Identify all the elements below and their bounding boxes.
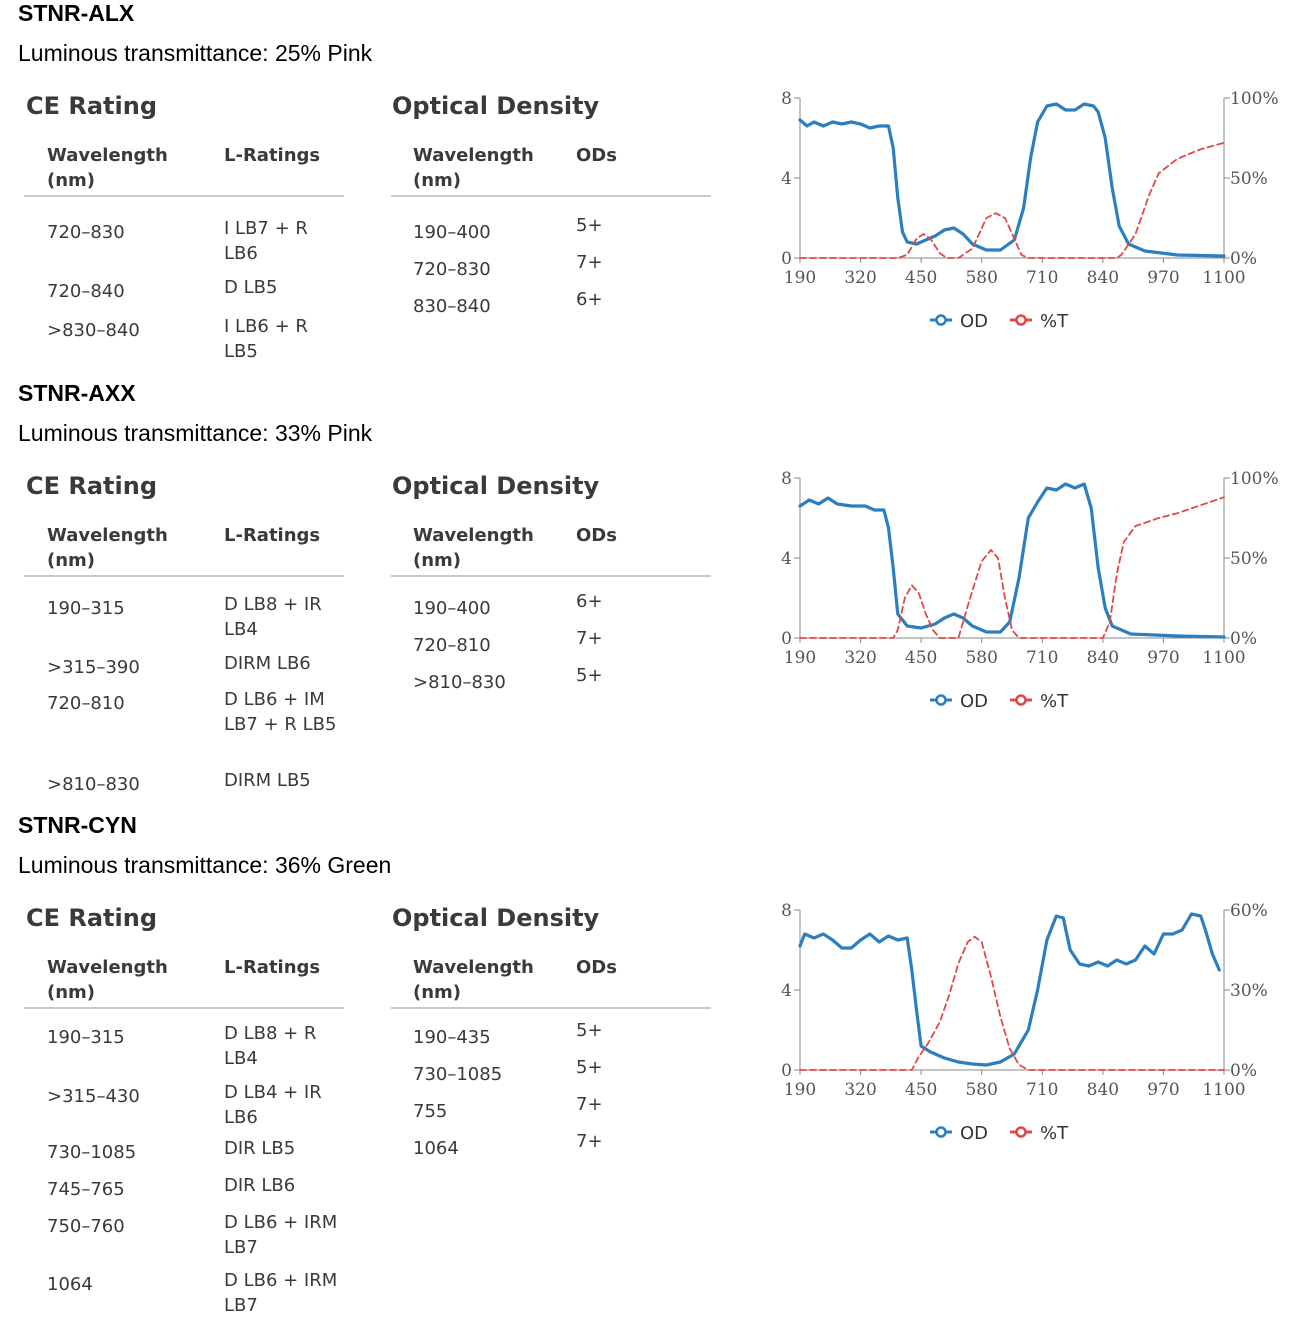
ce-wavelength-header: Wavelength (nm) [47,957,168,1003]
x-tick-label: 840 [1086,1080,1120,1100]
ce-row-wavelength: >315–430 [47,1086,140,1107]
ce-row-rating: DIR LB6 [224,1175,296,1196]
ce-row-wavelength: 190–315 [47,598,125,619]
ce-row-rating: D LB6 + IRM LB7 [224,1212,338,1258]
x-tick-label: 970 [1147,648,1180,668]
x-tick-label: 320 [844,1080,877,1100]
legend-t [1010,311,1069,332]
od-row-wavelength: 730–1085 [413,1064,503,1085]
ce-row-rating: D LB8 + R LB4 [224,1023,317,1069]
od-transmittance-chart [760,900,1312,1170]
y-left-tick-label: 8 [781,89,792,109]
od-row-value: 6+ [576,289,603,310]
y-right-tick-label: 50% [1230,169,1268,189]
chart-svg [760,900,1312,1170]
y-left-tick-label: 4 [781,169,792,189]
ce-row-rating: D LB4 + IR LB6 [224,1082,322,1128]
product-section [0,812,1312,1316]
legend-marker [1017,1128,1026,1137]
optical-density-title: Optical Density [392,472,600,500]
od-row-wavelength: 755 [413,1101,448,1122]
ce-wavelength-header: Wavelength (nm) [47,145,168,191]
od-row-value: 6+ [576,591,603,612]
od-ods-header: ODs [576,957,617,978]
x-tick-label: 580 [965,268,998,288]
ce-rating-title: CE Rating [26,904,158,932]
y-right-tick-label: 0% [1230,1061,1257,1081]
od-transmittance-chart [760,88,1312,358]
ce-row-rating: I LB6 + R LB5 [224,316,308,362]
chart-legend [930,311,1069,332]
od-series-line [800,104,1224,256]
ce-rating-title: CE Rating [26,92,158,120]
optical-density-title: Optical Density [392,92,600,120]
x-tick-label: 710 [1026,1080,1059,1100]
ce-row-rating: D LB8 + IR LB4 [224,594,322,640]
ce-row-wavelength: 730–1085 [47,1142,137,1163]
od-row-wavelength: 190–400 [413,222,491,243]
ce-row-wavelength: 745–765 [47,1179,125,1200]
product-title: STNR-AXX [18,380,136,406]
product-section [0,0,1312,420]
legend-marker [1017,316,1026,325]
x-tick-label: 320 [844,268,877,288]
legend-marker [937,316,946,325]
ce-header-divider [24,1007,344,1009]
od-row-value: 5+ [576,665,603,686]
od-wavelength-header: Wavelength (nm) [413,145,534,191]
ce-row-rating: I LB7 + R LB6 [224,218,308,264]
legend-od [930,1123,988,1144]
od-series-line [800,484,1224,637]
od-row-value: 5+ [576,1057,603,1078]
ce-row-rating: DIRM LB5 [224,770,311,791]
product-title: STNR-CYN [18,812,137,838]
od-ods-header: ODs [576,525,617,546]
ce-row-rating: DIR LB5 [224,1138,296,1159]
legend-label: OD [960,691,989,712]
x-tick-label: 320 [844,648,877,668]
od-wavelength-header: Wavelength (nm) [413,957,534,1003]
y-right-tick-label: 30% [1230,981,1268,1001]
luminous-transmittance: Luminous transmittance: 25% Pink [18,40,373,66]
y-left-tick-label: 0 [781,249,792,269]
ce-lratings-header: L-Ratings [224,957,321,978]
chart-legend [930,1123,1069,1144]
od-header-divider [391,575,711,577]
od-row-wavelength: 830–840 [413,296,491,317]
x-tick-label: 1100 [1202,648,1246,668]
od-row-wavelength: >810–830 [413,672,506,693]
y-right-tick-label: 100% [1230,469,1279,489]
ce-row-wavelength: >315–390 [47,657,140,678]
x-tick-label: 190 [783,268,817,288]
ce-wavelength-header: Wavelength (nm) [47,525,168,571]
ce-row-wavelength: 750–760 [47,1216,125,1237]
legend-marker [937,1128,946,1137]
y-right-tick-label: 50% [1230,549,1268,569]
x-tick-label: 1100 [1202,1080,1246,1100]
y-right-tick-label: 0% [1230,249,1257,269]
ce-row-rating: DIRM LB6 [224,653,311,674]
ce-row-wavelength: 720–830 [47,222,125,243]
od-transmittance-chart [760,468,1312,738]
x-tick-label: 710 [1026,648,1059,668]
ce-row-wavelength: 720–810 [47,693,125,714]
product-title: STNR-ALX [18,0,135,26]
od-row-wavelength: 1064 [413,1138,459,1159]
ce-lratings-header: L-Ratings [224,145,321,166]
legend-t [1010,691,1069,712]
od-header-divider [391,1007,711,1009]
x-tick-label: 1100 [1202,268,1246,288]
optical-density-title: Optical Density [392,904,600,932]
legend-label: OD [960,311,989,332]
x-tick-label: 450 [904,268,938,288]
od-row-value: 7+ [576,252,603,273]
x-tick-label: 840 [1086,268,1120,288]
legend-label: OD [960,1123,989,1144]
od-row-value: 7+ [576,1131,603,1152]
y-left-tick-label: 4 [781,549,792,569]
y-left-tick-label: 8 [781,469,792,489]
ce-row-rating: D LB6 + IM LB7 + R LB5 [224,689,337,735]
legend-label: %T [1040,1123,1069,1144]
legend-od [930,311,988,332]
od-row-value: 7+ [576,628,603,649]
ce-header-divider [24,195,344,197]
product-section [0,380,1312,800]
legend-t [1010,1123,1069,1144]
x-tick-label: 710 [1026,268,1059,288]
ce-row-wavelength: 1064 [47,1274,93,1295]
ce-header-divider [24,575,344,577]
x-tick-label: 450 [904,648,938,668]
chart-svg [760,468,1312,738]
od-row-wavelength: 720–830 [413,259,491,280]
y-right-tick-label: 0% [1230,629,1257,649]
od-wavelength-header: Wavelength (nm) [413,525,534,571]
ce-rating-title: CE Rating [26,472,158,500]
ce-row-rating: D LB5 [224,277,278,298]
od-series-line [800,914,1219,1065]
chart-svg [760,88,1312,358]
y-left-tick-label: 0 [781,629,792,649]
luminous-transmittance: Luminous transmittance: 33% Pink [18,420,373,446]
od-row-value: 5+ [576,1020,603,1041]
legend-marker [1017,696,1026,705]
legend-label: %T [1040,691,1069,712]
x-tick-label: 970 [1147,268,1180,288]
od-header-divider [391,195,711,197]
legend-label: %T [1040,311,1069,332]
ce-row-wavelength: 190–315 [47,1027,125,1048]
od-row-wavelength: 190–400 [413,598,491,619]
ce-lratings-header: L-Ratings [224,525,321,546]
x-tick-label: 190 [783,1080,817,1100]
ce-row-wavelength: >830–840 [47,320,140,341]
ce-row-wavelength: >810–830 [47,774,140,795]
y-right-tick-label: 60% [1230,901,1268,921]
chart-legend [930,691,1069,712]
ce-row-wavelength: 720–840 [47,281,125,302]
x-tick-label: 580 [965,1080,998,1100]
ce-row-rating: D LB6 + IRM LB7 [224,1270,338,1316]
od-row-wavelength: 190–435 [413,1027,491,1048]
x-tick-label: 840 [1086,648,1120,668]
od-row-wavelength: 720–810 [413,635,491,656]
transmittance-series-line [800,937,1224,1070]
od-row-value: 5+ [576,215,603,236]
y-right-tick-label: 100% [1230,89,1279,109]
x-tick-label: 450 [904,1080,938,1100]
y-left-tick-label: 0 [781,1061,792,1081]
od-row-value: 7+ [576,1094,603,1115]
x-tick-label: 190 [783,648,817,668]
od-ods-header: ODs [576,145,617,166]
luminous-transmittance: Luminous transmittance: 36% Green [18,852,392,878]
y-left-tick-label: 8 [781,901,792,921]
legend-od [930,691,988,712]
x-tick-label: 580 [965,648,998,668]
x-tick-label: 970 [1147,1080,1180,1100]
legend-marker [937,696,946,705]
y-left-tick-label: 4 [781,981,792,1001]
